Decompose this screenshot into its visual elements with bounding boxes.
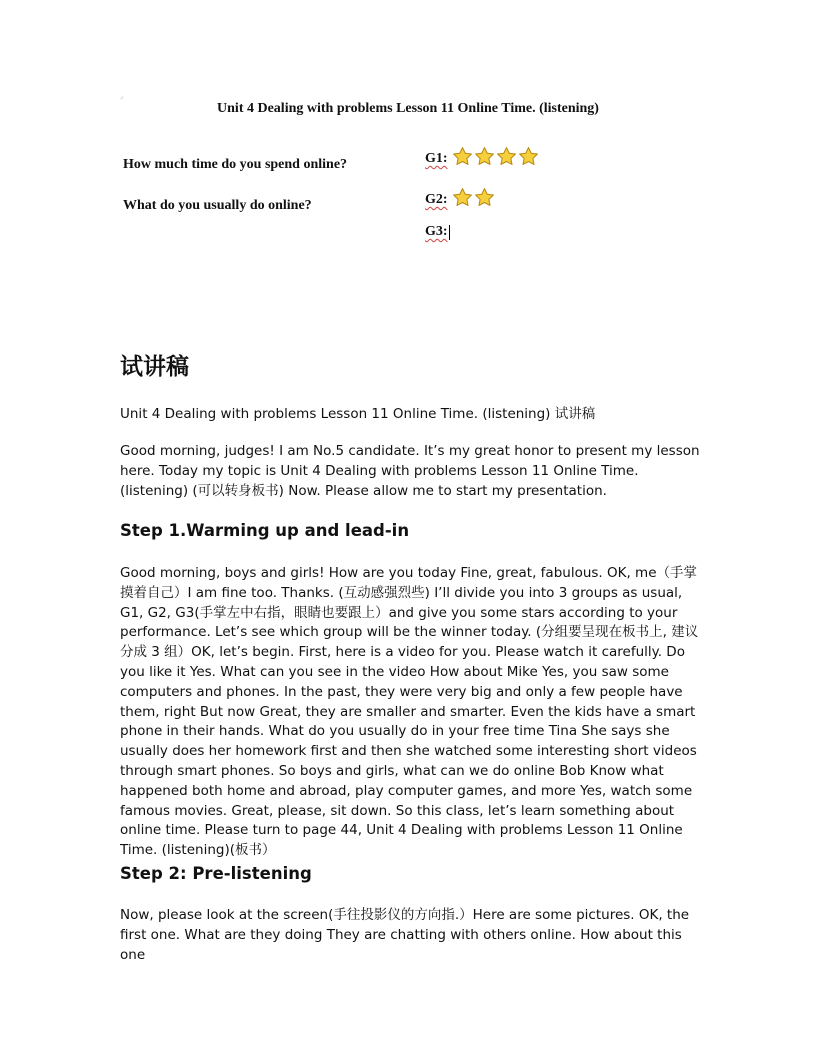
lesson-subtitle: Unit 4 Dealing with problems Lesson 11 Online Time. (listening) 试讲稿 [120, 406, 596, 422]
board-title: Unit 4 Dealing with problems Lesson 11 Online Time. (listening) [217, 101, 599, 116]
step-1-heading: Step 1.Warming up and lead-in [120, 521, 410, 540]
paragraph-mark-icon: ⌟ [120, 93, 123, 100]
group-1-score [425, 146, 540, 167]
star-icon [496, 146, 517, 167]
star-icon [474, 146, 495, 167]
question-1: How much time do you spend online? [123, 157, 348, 172]
step-2-paragraph: Now, please look at the screen(手往投影仪的方向指.）Here are some pictures. OK, the first one. What are they doing They are chatting with others online. How about this one [120, 907, 690, 963]
star-icon [452, 187, 473, 208]
page-heading: 试讲稿 [120, 354, 189, 380]
star-icon [452, 146, 473, 167]
star-icon [474, 187, 495, 208]
group-2-score [425, 187, 496, 208]
step-1-paragraph: Good morning, boys and girls! How are you today Fine, great, fabulous. OK, me（手掌摸着自己）I am fine too. Thanks. (互动感强烈些) I’ll divide you into 3 groups as usual, G1, G2, G3(手掌左中右指，眼睛也要跟上）and give you some stars according to your performance. Let’s see which group will be the winner today. (分组要呈现在板书上, 建议分成 3 组）OK, let’s begin. First, here is a video for you. Please watch it carefully. Do you like it Yes. What can you see in the video How about Mike Yes, you saw some computers and phones. In the past, they were very big and only a few people have them, right But now Great, they are smaller and smarter. Even the kids have a smart phone in their hands. What do you usually do in your free time Tina She says she usually does her homework first and then she watched some interesting short videos through smart phones. So boys and girls, what can we do online Bob Know what happened both home and abroad, play computer games, and more Yes, watch some famous movies. Great, please, sit down. So this class, let’s learn something about online time. Please turn to page 44, Unit 4 Dealing with problems Lesson 11 Online Time. (listening)(板书） [120, 565, 699, 859]
group-2-stars [452, 187, 496, 208]
star-icon [518, 146, 539, 167]
group-2-label: G2: [425, 192, 448, 207]
group-3-label: G3: [425, 224, 448, 239]
question-2: What do you usually do online? [123, 198, 312, 213]
group-1-stars [452, 146, 540, 167]
group-3-score [425, 224, 450, 240]
text-cursor[interactable] [449, 225, 450, 240]
intro-paragraph: Good morning, judges! I am No.5 candidate. It’s my great honor to present my lesson here. Today my topic is Unit 4 Dealing with problems Lesson 11 Online Time. (listening) (可以转身板书) Now. Please allow me to start my presentation. [120, 443, 700, 499]
group-1-label: G1: [425, 151, 448, 166]
step-2-heading: Step 2: Pre-listening [120, 864, 312, 883]
